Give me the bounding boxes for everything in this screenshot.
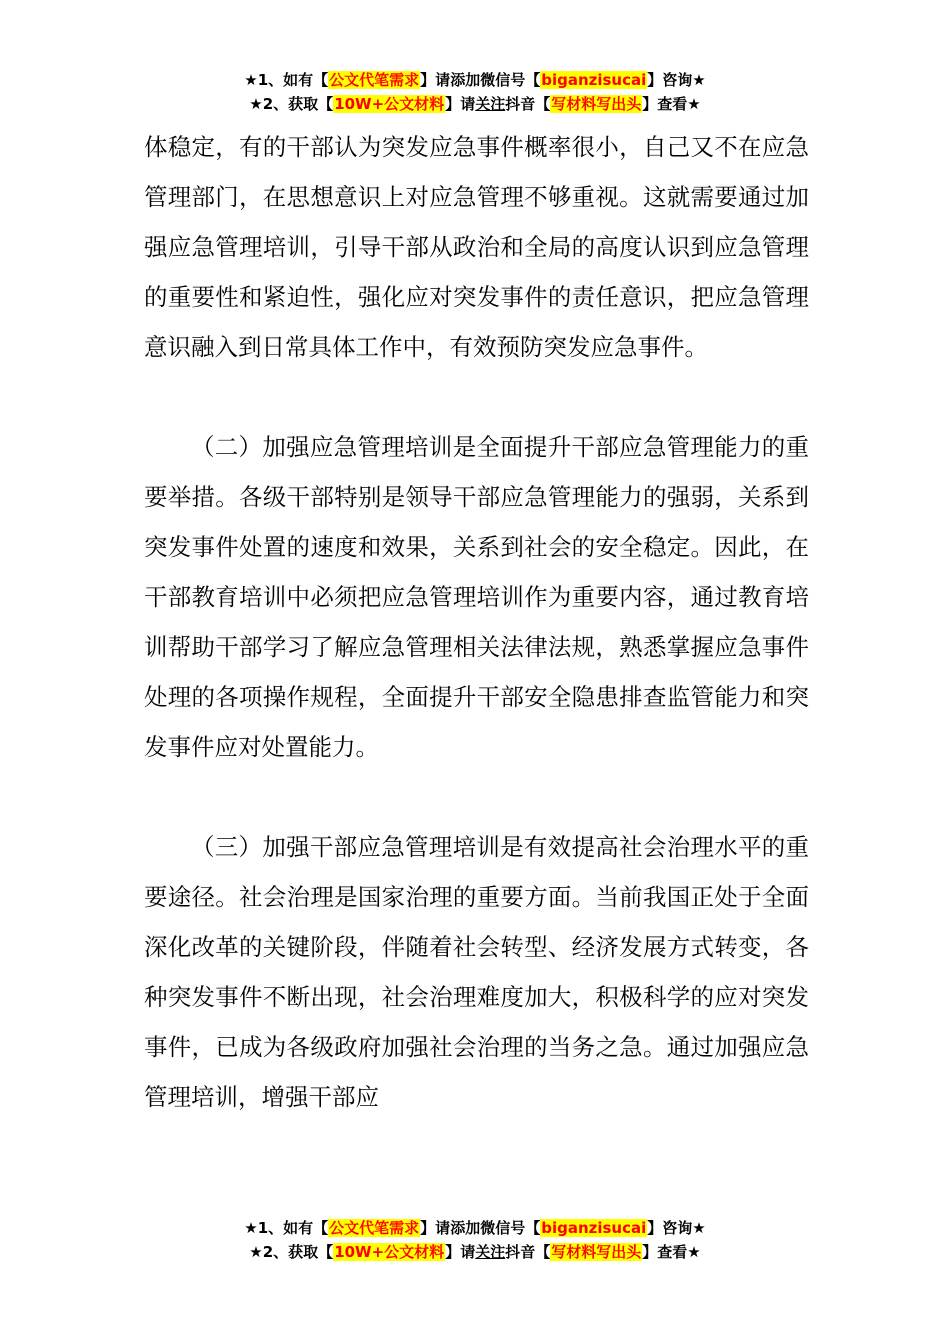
banner-highlight-materials: 10W+公文材料 [334, 95, 445, 113]
banner-text: 】咨询★ [647, 71, 706, 89]
banner-text: 抖音【 [505, 1243, 551, 1261]
banner-text: 微信号【 [480, 1219, 541, 1237]
banner-text-underlined: 关注 [475, 1243, 506, 1261]
banner-text-emphasis: 添加 [450, 1219, 481, 1237]
banner-text: 】请 [420, 1219, 451, 1237]
banner-highlight-wechat-id: biganzisucai [541, 71, 647, 89]
header-banner [0, 68, 950, 116]
banner-line-1 [0, 1216, 950, 1240]
banner-text: 微信号【 [480, 71, 541, 89]
paragraph-continued: 体稳定，有的干部认为突发应急事件概率很小，自己又不在应急管理部门，在思想意识上对应急管理不够重视。这就需要通过加强应急管理培训，引导干部从政治和全局的高度认识到应急管理的重要性和紧迫性，强化应对突发事件的责任意识，把应急管理意识融入到日常具体工作中，有效预防突发应急事件。 [144, 133, 809, 361]
banner-highlight-douyin-account: 写材料写出头 [551, 95, 642, 113]
banner-text: ★2、获取【 [249, 95, 334, 113]
banner-text: 抖音【 [505, 95, 551, 113]
banner-text-emphasis: 添加 [450, 71, 481, 89]
banner-text: 】查看★ [642, 1243, 701, 1261]
banner-text: ★2、获取【 [249, 1243, 334, 1261]
banner-line-2 [0, 1240, 950, 1264]
banner-line-2 [0, 92, 950, 116]
banner-text: 】请 [420, 71, 451, 89]
banner-highlight-wechat-id: biganzisucai [541, 1219, 647, 1237]
banner-highlight-douyin-account: 写材料写出头 [551, 1243, 642, 1261]
banner-text: 】查看★ [642, 95, 701, 113]
banner-text: ★1、如有【 [244, 1219, 329, 1237]
paragraph-section-2: （二）加强应急管理培训是全面提升干部应急管理能力的重要举措。各级干部特别是领导干部应急管理能力的强弱，关系到突发事件处置的速度和效果，关系到社会的安全稳定。因此，在干部教育培训中必须把应急管理培训作为重要内容，通过教育培训帮助干部学习了解应急管理相关法律法规，熟悉掌握应急事件处理的各项操作规程，全面提升干部安全隐患排查监管能力和突发事件应对处置能力。 [144, 433, 809, 761]
paragraph-section-3: （三）加强干部应急管理培训是有效提高社会治理水平的重要途径。社会治理是国家治理的重要方面。当前我国正处于全面深化改革的关键阶段，伴随着社会转型、经济发展方式转变，各种突发事件不断出现，社会治理难度加大，积极科学的应对突发事件，已成为各级政府加强社会治理的当务之急。通过加强应急管理培训，增强干部应 [144, 833, 809, 1111]
banner-text: 】咨询★ [647, 1219, 706, 1237]
banner-highlight-service: 公文代笔需求 [329, 71, 420, 89]
banner-text: ★1、如有【 [244, 71, 329, 89]
banner-highlight-service: 公文代笔需求 [329, 1219, 420, 1237]
banner-highlight-materials: 10W+公文材料 [334, 1243, 445, 1261]
banner-text: 】请 [445, 1243, 476, 1261]
footer-banner [0, 1216, 950, 1264]
banner-text: 】请 [445, 95, 476, 113]
banner-text-underlined: 关注 [475, 95, 506, 113]
banner-line-1 [0, 68, 950, 92]
document-body [144, 122, 809, 1122]
